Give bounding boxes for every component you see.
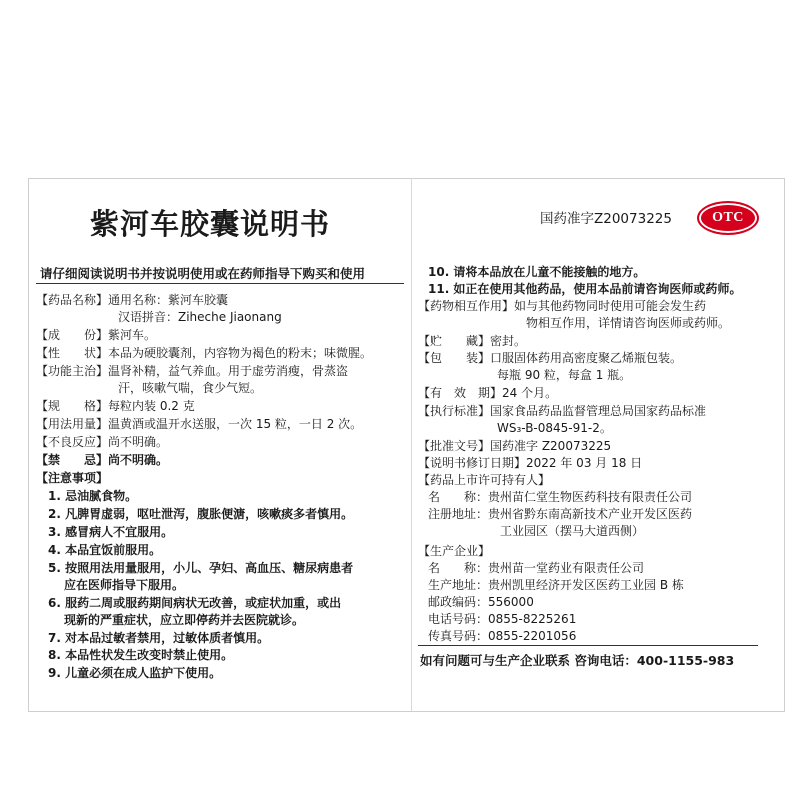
indications-label: 【功能主治】	[36, 364, 109, 378]
maker-name-label: 名 称：	[428, 561, 489, 575]
standard-value-1: 国家食品药品监督管理总局国家药品标准	[490, 404, 707, 418]
holder-address-value-1: 贵州省黔东南高新技术产业开发区医药	[488, 507, 693, 521]
standard-value-2: WS₃-B-0845-91-2。	[497, 421, 612, 435]
package-label: 【包 装】	[418, 351, 491, 365]
contra-label: 【禁 忌】	[36, 453, 109, 467]
interaction-value-1: 如与其他药物同时使用可能会发生药	[514, 299, 707, 313]
precaution-item: 1. 忌油腻食物。	[48, 489, 138, 503]
standard-label: 【执行标准】	[418, 404, 491, 418]
maker-address-value: 贵州凯里经济开发区医药工业园 B 栋	[488, 578, 684, 592]
holder-address-value-2: 工业园区（摆马大道西侧）	[500, 524, 645, 538]
drug-name-row	[36, 292, 228, 309]
contact-line: 如有问题可与生产企业联系 咨询电话：400-1155-983	[420, 653, 735, 668]
holder-label: 【药品上市许可持有人】	[418, 473, 551, 487]
specification-value: 每粒内装 0.2 克	[108, 399, 195, 413]
properties-label: 【性 状】	[36, 346, 109, 360]
common-name: 通用名称：紫河车胶囊	[108, 293, 229, 307]
approval-value: 国药准字 Z20073225	[490, 439, 612, 453]
approval-label: 【批准文号】	[418, 439, 491, 453]
precaution-item: 9. 儿童必须在成人监护下使用。	[48, 666, 222, 680]
holder-name-label: 名 称：	[428, 490, 489, 504]
page-title: 紫河车胶囊说明书	[90, 207, 331, 241]
postcode-row	[428, 594, 534, 611]
fax-label: 传真号码：	[428, 629, 489, 643]
approval-number: 国药准字Z20073225	[540, 211, 672, 227]
precaution-item: 5. 按照用法用量服用，小儿、孕妇、高血压、糖尿病患者	[48, 561, 354, 575]
precautions-label: 【注意事项】	[36, 471, 109, 485]
maker-address-row	[428, 577, 684, 594]
ingredients-label: 【成 份】	[36, 328, 109, 342]
properties-value: 本品为硬胶囊剂，内容物为褐色的粉末；味微腥。	[108, 346, 373, 360]
revision-row	[418, 455, 642, 472]
indications-value-1: 温肾补精，益气养血。用于虚劳消瘦，骨蒸盗	[108, 364, 349, 378]
dosage-label: 【用法用量】	[36, 417, 109, 431]
maker-label: 【生产企业】	[418, 544, 491, 558]
holder-name-row	[428, 489, 692, 506]
otc-badge: OTC	[697, 201, 759, 235]
properties-row	[36, 345, 372, 362]
storage-value: 密封。	[490, 334, 527, 348]
precaution-item: 8. 本品性状发生改变时禁止使用。	[48, 648, 234, 662]
postcode-label: 邮政编码：	[428, 595, 489, 609]
drug-name-label: 【药品名称】	[36, 293, 109, 307]
note-10: 10. 请将本品放在儿童不能接触的地方。	[428, 265, 646, 279]
package-value-2: 每瓶 90 粒，每盒 1 瓶。	[497, 368, 632, 382]
read-warning: 请仔细阅读说明书并按说明使用或在药师指导下购买和使用	[40, 266, 366, 281]
precaution-item: 3. 感冒病人不宜服用。	[48, 525, 174, 539]
fax-row	[428, 628, 576, 645]
precaution-item: 4. 本品宜饭前服用。	[48, 543, 162, 557]
specification-label: 【规 格】	[36, 399, 109, 413]
package-value-1: 口服固体药用高密度聚乙烯瓶包装。	[490, 351, 683, 365]
package-row	[418, 350, 682, 367]
holder-name-value: 贵州苗仁堂生物医药科技有限责任公司	[488, 490, 693, 504]
phone-row	[428, 611, 576, 628]
storage-row	[418, 333, 526, 350]
phone-label: 电话号码：	[428, 612, 489, 626]
fax-value: 0855-2201056	[488, 629, 577, 643]
adverse-row	[36, 434, 168, 451]
revision-value: 2022 年 03 月 18 日	[526, 456, 643, 470]
validity-value: 24 个月。	[502, 386, 558, 400]
indications-row	[36, 363, 348, 380]
dosage-value: 温黄酒或温开水送服，一次 15 粒，一日 2 次。	[108, 417, 363, 431]
indications-value-2: 汗，咳嗽气喘，食少气短。	[118, 381, 263, 395]
pinyin-name: 汉语拼音：Ziheche Jiaonang	[118, 310, 282, 324]
specification-row	[36, 398, 195, 415]
precaution-item-cont: 现新的严重症状，应立即停药并去医院就诊。	[64, 613, 305, 627]
note-11: 11. 如正在使用其他药品，使用本品前请咨询医师或药师。	[428, 282, 742, 296]
storage-label: 【贮 藏】	[418, 334, 491, 348]
interaction-label: 【药物相互作用】	[418, 299, 515, 313]
ingredients-row	[36, 327, 156, 344]
left-divider	[36, 283, 404, 284]
dosage-row	[36, 416, 362, 433]
precaution-item: 6. 服药二周或服药期间病状无改善，或症状加重，或出	[48, 596, 342, 610]
fold-line	[411, 178, 412, 711]
interaction-value-2: 物相互作用，详情请咨询医师或药师。	[526, 316, 731, 330]
maker-name-row	[428, 560, 644, 577]
adverse-value: 尚不明确。	[108, 435, 169, 449]
contra-value: 尚不明确。	[108, 453, 169, 467]
precaution-item-cont: 应在医师指导下服用。	[64, 578, 185, 592]
revision-label: 【说明书修订日期】	[418, 456, 527, 470]
validity-label: 【有 效 期】	[418, 386, 503, 400]
phone-value: 0855-8225261	[488, 612, 577, 626]
right-divider	[418, 645, 758, 646]
ingredients-value: 紫河车。	[108, 328, 157, 342]
approval-row	[418, 438, 611, 455]
holder-address-row	[428, 506, 692, 523]
precaution-item: 2. 凡脾胃虚弱，呕吐泄泻，腹胀便溏，咳嗽痰多者慎用。	[48, 507, 354, 521]
adverse-label: 【不良反应】	[36, 435, 109, 449]
precaution-item: 7. 对本品过敏者禁用，过敏体质者慎用。	[48, 631, 270, 645]
validity-row	[418, 385, 557, 402]
maker-name-value: 贵州苗一堂药业有限责任公司	[488, 561, 645, 575]
standard-row	[418, 403, 706, 420]
holder-address-label: 注册地址：	[428, 507, 489, 521]
contra-row	[36, 452, 168, 469]
interaction-row	[418, 298, 706, 315]
postcode-value: 556000	[488, 595, 534, 609]
maker-address-label: 生产地址：	[428, 578, 489, 592]
